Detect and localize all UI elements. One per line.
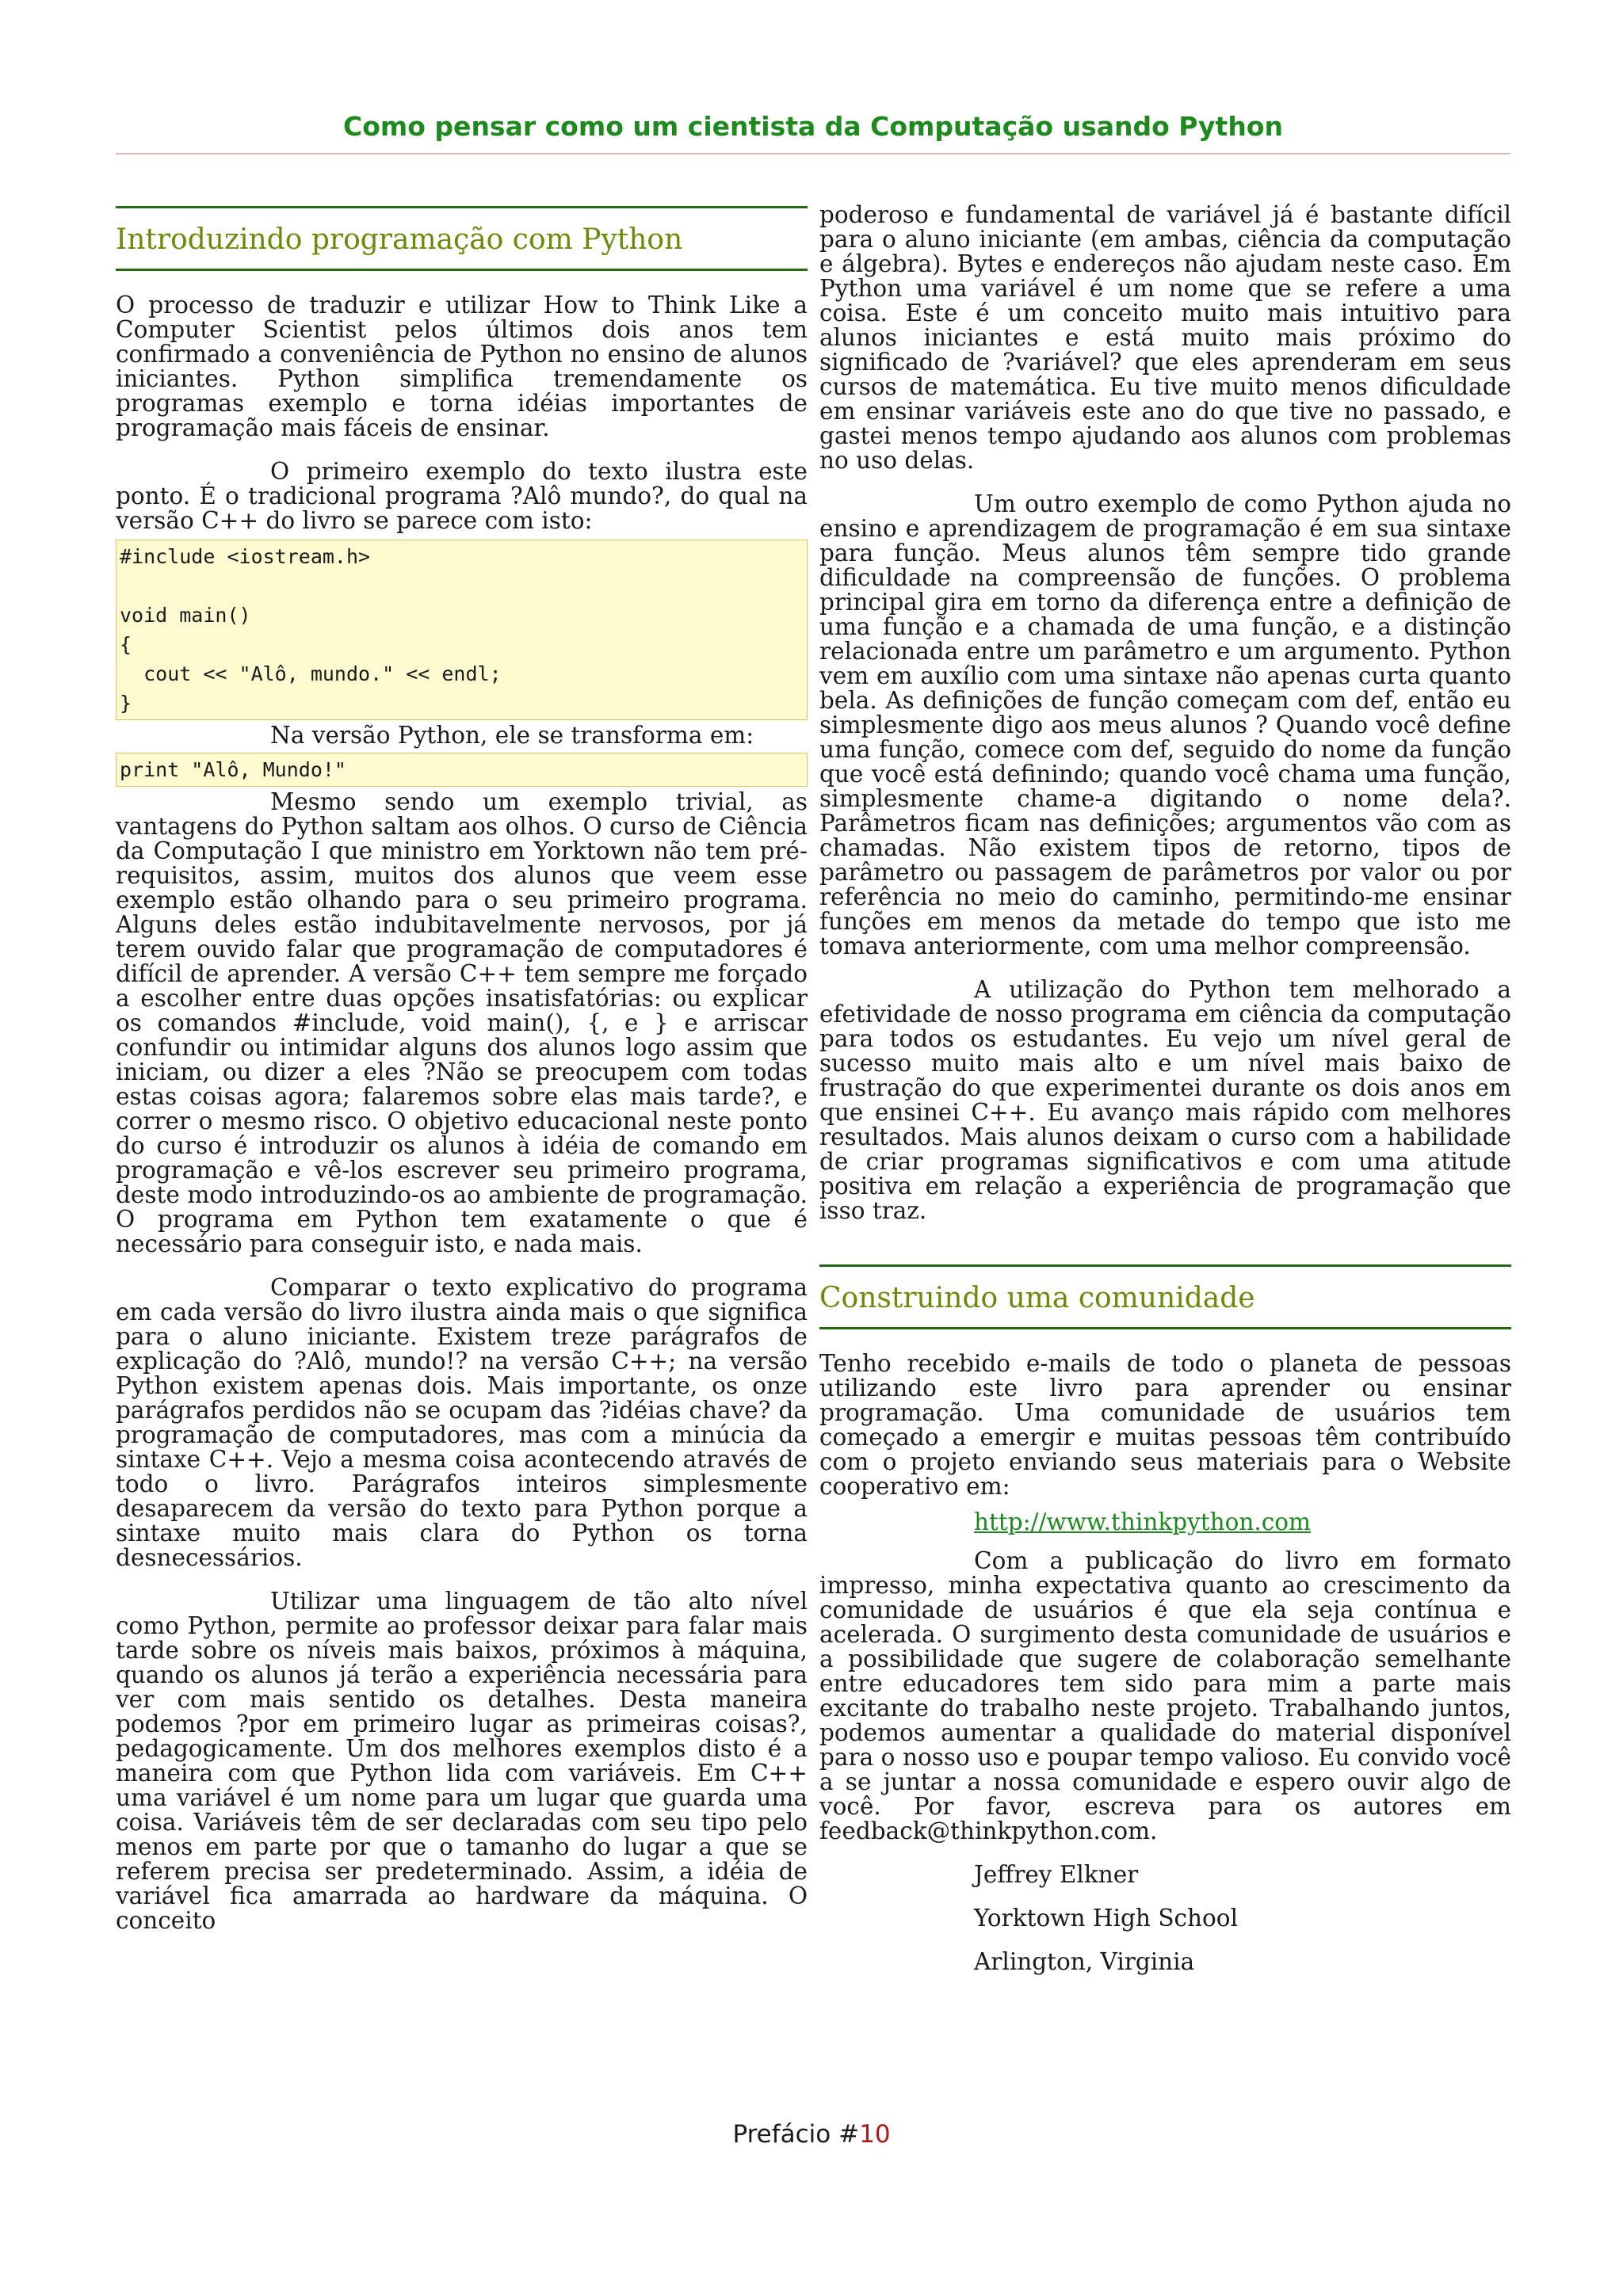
signature-name: Jeffrey Elkner	[974, 1861, 1139, 1888]
code-block-python: print "Alô, Mundo!"	[116, 753, 808, 787]
paragraph: Comparar o texto explicativo do programa em cada versão do livro ilustra ainda mais o que significa para o aluno iniciante. Existem treze parágrafos de explicação do ?Alô, mundo!? na versão C++; na versão Python existem apenas dois. Mais importante, os onze parágrafos perdidos não se ocupam das ?idéias chave? da programação de computadores, mas com a minúcia da sintaxe C++. Vejo a mesma coisa acontecendo através de todo o livro. Parágrafos inteiros simplesmente desaparecem da versão do texto para Python porque a sintaxe muito mais clara do Python os torna desnecessários.	[116, 1274, 808, 1571]
paragraph: O processo de traduzir e utilizar How to Think Like a Computer Scientist pelos últimos dois anos tem confirmado a conveniência de Python no ensino de alunos iniciantes. Python simplifica tremendamente os programas exemplo e torna idéias importantes de programação mais fáceis de ensinar.	[116, 292, 808, 441]
section-title-intro: Introduzindo programação com Python	[116, 206, 808, 271]
section-gap	[819, 1242, 1511, 1264]
paragraph: Utilizar uma linguagem de tão alto nível como Python, permite ao professor deixar para falar mais tarde sobre os níveis mais baixos, próximos à máquina, quando os alunos já terão a experiência necessária para ver com mais sentido os detalhes. Desta maneira podemos ?por em primeiro lugar as primeiras coisas?, pedagogicamente. Um dos melhores exemplos disto é a maneira com que Python lida com variáveis. Em C++ uma variável é um nome para um lugar que guarda uma coisa. Variáveis têm de ser declaradas com seu tipo pelo menos em parte por que o tamanho do lugar a que se referem precisa ser predeterminado. Assim, a idéia de variável fica amarrada ao hardware da máquina. O conceito	[116, 1588, 808, 1934]
page-number: 10	[859, 2120, 891, 2149]
book-title: Como pensar como um cientista da Computação usando Python	[343, 111, 1283, 142]
footer-label: Prefácio #	[732, 2120, 860, 2149]
paragraph: Um outro exemplo de como Python ajuda no ensino e aprendizagem de programação é em sua sintaxe para função. Meus alunos têm sempre tido grande dificuldade na compreensão de funções. O problema principal gira em torno da diferença entre a definição de uma função e a chamada de uma função, e a distinção relacionada entre um parâmetro e um argumento. Python vem em auxílio com uma sintaxe não apenas curta quanto bela. As definições de função começam com def, então eu simplesmente digo aos meus alunos ? Quando você define uma função, comece com def, seguido do nome da função que você está definindo; quando você chama uma função, simplesmente chame-a digitando o nome dela?. Parâmetros ficam nas definições; argumentos vão com as chamadas. Não existem tipos de retorno, tipos de parâmetro ou passagem de parâmetros por valor ou por referência no meio do caminho, permitindo-me ensinar funções em menos da metade do tempo que isto me tomava anteriormente, com uma melhor compreensão.	[819, 490, 1511, 959]
running-header	[116, 111, 1510, 154]
paragraph: Com a publicação do livro em formato impresso, minha expectativa quanto ao crescimento da comunidade de usuários é que ela seja contínua e acelerada. O surgimento desta comunidade de usuários e a possibilidade que sugere de colaboração semelhante entre educadores tem sido para mim a parte mais excitante do trabalho neste projeto. Trabalhando juntos, podemos aumentar a qualidade do material disponível para o nosso uso e poupar tempo valioso. Eu convido você a se juntar a nossa comunidade e espero ouvir algo de você. Por favor, escreva para os autores em feedback@thinkpython.com.	[819, 1547, 1511, 1844]
signature-place: Arlington, Virginia	[974, 1948, 1195, 1975]
left-column	[116, 206, 808, 1952]
website-link[interactable]: http://www.thinkpython.com	[974, 1508, 1311, 1535]
paragraph: A utilização do Python tem melhorado a efetividade de nosso programa em ciência da computação para todos os estudantes. Eu vejo um nível geral de sucesso muito mais alto e um nível mais baixo de frustração do que experimentei durante os dois anos em que ensinei C++. Eu avanço mais rápido com melhores resultados. Mais alunos deixam o curso com a habilidade de criar programas significativos e com uma atitude positiva em relação a experiência de programação que isso traz.	[819, 976, 1511, 1224]
right-column	[819, 203, 1511, 1993]
paragraph: Na versão Python, ele se transforma em:	[270, 722, 754, 749]
section-title-community: Construindo uma comunidade	[819, 1264, 1511, 1329]
signature-school: Yorktown High School	[974, 1905, 1238, 1932]
paragraph: Mesmo sendo um exemplo trivial, as vantagens do Python saltam aos olhos. O curso de Ciência da Computação I que ministro em Yorktown não tem pré-requisitos, assim, muitos dos alunos que veem esse exemplo estão olhando para o seu primeiro programa. Alguns deles estão indubitavelmente nervosos, por já terem ouvido falar que programação de computadores é difícil de aprender. A versão C++ tem sempre me forçado a escolher entre duas opções insatisfatórias: ou explicar os comandos #include, void main(), {, e } e arriscar confundir ou intimidar alguns dos alunos logo assim que iniciam, ou dizer a eles ?Não se preocupem com todas estas coisas agora; falaremos sobre elas mais tarde?, e correr o mesmo risco. O objetivo educacional neste ponto do curso é introduzir os alunos à idéia de comando em programação e vê-los escrever seu primeiro programa, deste modo introduzindo-os ao ambiente de programação. O programa em Python tem exatamente o que é necessário para conseguir isto, e nada mais.	[116, 788, 808, 1257]
code-block-cpp: #include <iostream.h> void main() { cout << "Alô, mundo." << endl; }	[116, 540, 808, 720]
paragraph: O primeiro exemplo do texto ilustra este ponto. É o tradicional programa ?Alô mundo?, do qual na versão C++ do livro se parece com isto:	[116, 458, 808, 534]
paragraph: Tenho recebido e-mails de todo o planeta de pessoas utilizando este livro para aprender ou ensinar programação. Uma comunidade de usuários tem começado a emergir e muitas pessoas têm contribuído com o projeto enviando seus materiais para o Website cooperativo em:	[819, 1350, 1511, 1500]
page-footer	[0, 2120, 1623, 2149]
paragraph: poderoso e fundamental de variável já é bastante difícil para o aluno iniciante (em ambas, ciência da computação e álgebra). Bytes e endereços não ajudam neste caso. Em Python uma variável é um nome que se refere a uma coisa. Este é um conceito muito mais intuitivo para alunos iniciantes e está muito mais próximo do significado de ?variável? que eles aprenderam em seus cursos de matemática. Eu tive muito menos dificuldade em ensinar variáveis este ano do que tive no passado, e gastei menos tempo ajudando aos alunos com problemas no uso delas.	[819, 201, 1511, 474]
link-line	[819, 1510, 1511, 1535]
